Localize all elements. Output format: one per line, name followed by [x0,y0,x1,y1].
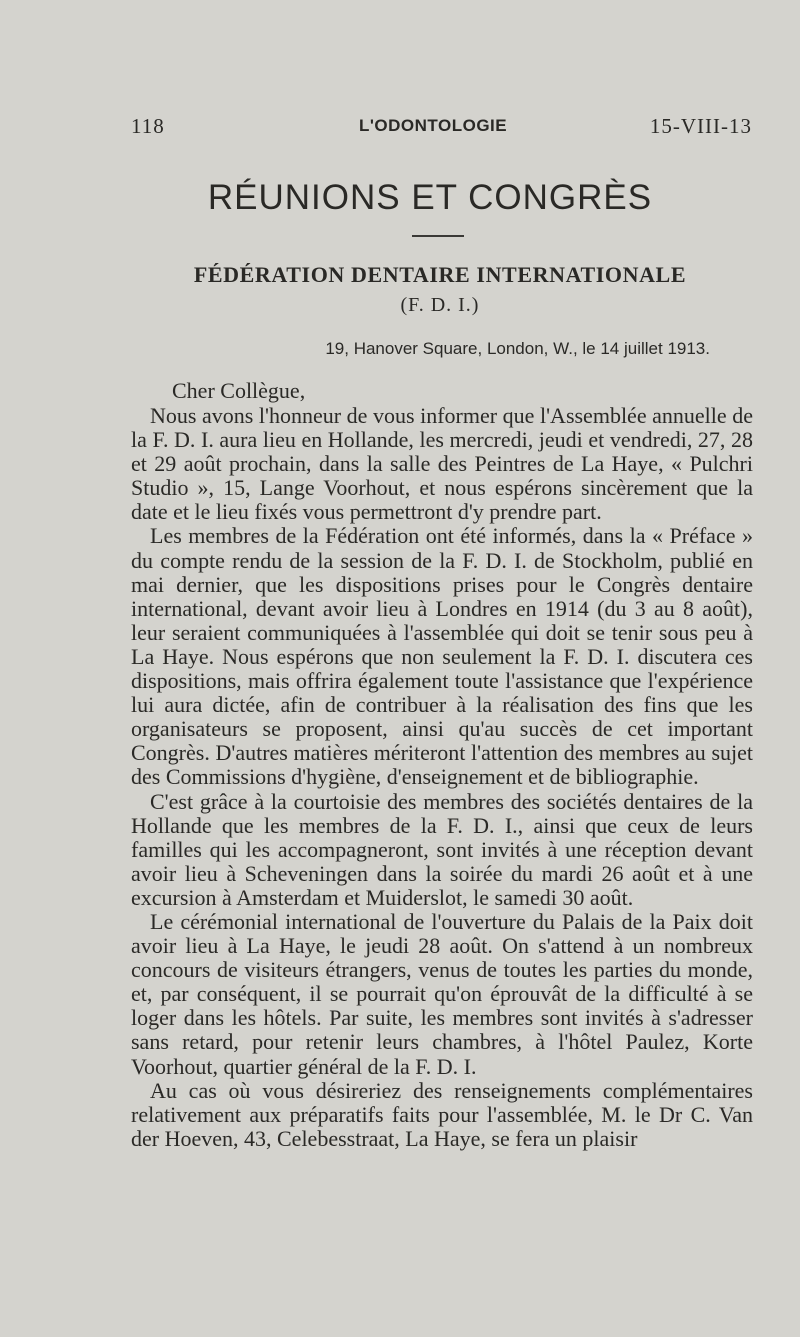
sender-address: 19, Hanover Square, London, W., le 14 juillet 1913. [325,339,710,358]
salutation: Cher Collègue, [172,378,306,403]
journal-title: L'ODONTOLOGIE [359,116,508,135]
paragraph: Le cérémonial international de l'ouverture du Palais de la Paix doit avoir lieu à La Haye, le jeudi 28 août. On s'attend à un nombreux concours de visiteurs étrangers, venus de toutes les parties du monde, et, par conséquent, il se pourrait qu'on éprouvât de la difficulté à se loger dans les hôtels. Par suite, les membres sont invités à s'adresser sans retard, pour retenir leurs chambres, à l'hôtel Paulez, Korte Voorhout, quartier général de la F. D. I. [131,908,753,1079]
article-body [131,404,753,1151]
running-head [131,114,752,144]
page-number: 118 [131,114,165,138]
title-divider [412,235,464,237]
article-abbreviation: (F. D. I.) [400,294,480,316]
paragraph: C'est grâce à la courtoisie des membres des sociétés dentaires de la Hollande que les membres de la F. D. I., ainsi que ceux de leurs familles qui les accompagneront, sont invités à une réception devant avoir lieu à Scheveningen dans la soirée du mardi 26 août et à une excursion à Amsterdam et Muiderslot, le samedi 30 août. [131,788,753,910]
section-title: RÉUNIONS ET CONGRÈS [207,178,653,217]
issue-date: 15-VIII-13 [649,114,752,138]
article-title: FÉDÉRATION DENTAIRE INTERNATIONALE [193,262,687,287]
paragraph: Les membres de la Fédération ont été informés, dans la « Préface » du compte rendu de la session de la F. D. I. de Stockholm, publié en mai dernier, que les dispositions prises pour le Congrès dentaire international, devant avoir lieu à Londres en 1914 (du 3 au 8 août), leur seraient communiquées à l'assemblée qui doit se tenir sous peu à La Haye. Nous espérons que non seulement la F. D. I. discutera ces dispositions, mais offrira également toute l'assistance que l'expérience lui aura dictée, afin de contribuer à la réalisation des fins que les organisateurs se proposent, ainsi qu'au succès de cet important Congrès. D'autres matières mériteront l'attention des membres au sujet des Commissions d'hygiène, d'enseignement et de bibliographie. [131,523,753,790]
paragraph: Nous avons l'honneur de vous informer que l'Assemblée annuelle de la F. D. I. aura lieu en Hollande, les mercredi, jeudi et vendredi, 27, 28 et 29 août prochain, dans la salle des Peintres de La Haye, « Pulchri Studio », 15, Lange Voorhout, et nous espérons sincèrement que la date et le lieu fixés vous permettront d'y prendre part. [131,403,753,525]
paragraph: Au cas où vous désireriez des renseignements complémentaires relativement aux préparatifs faits pour l'assemblée, M. le Dr C. Van der Hoeven, 43, Celebesstraat, La Haye, se fera un plaisir [131,1077,753,1151]
